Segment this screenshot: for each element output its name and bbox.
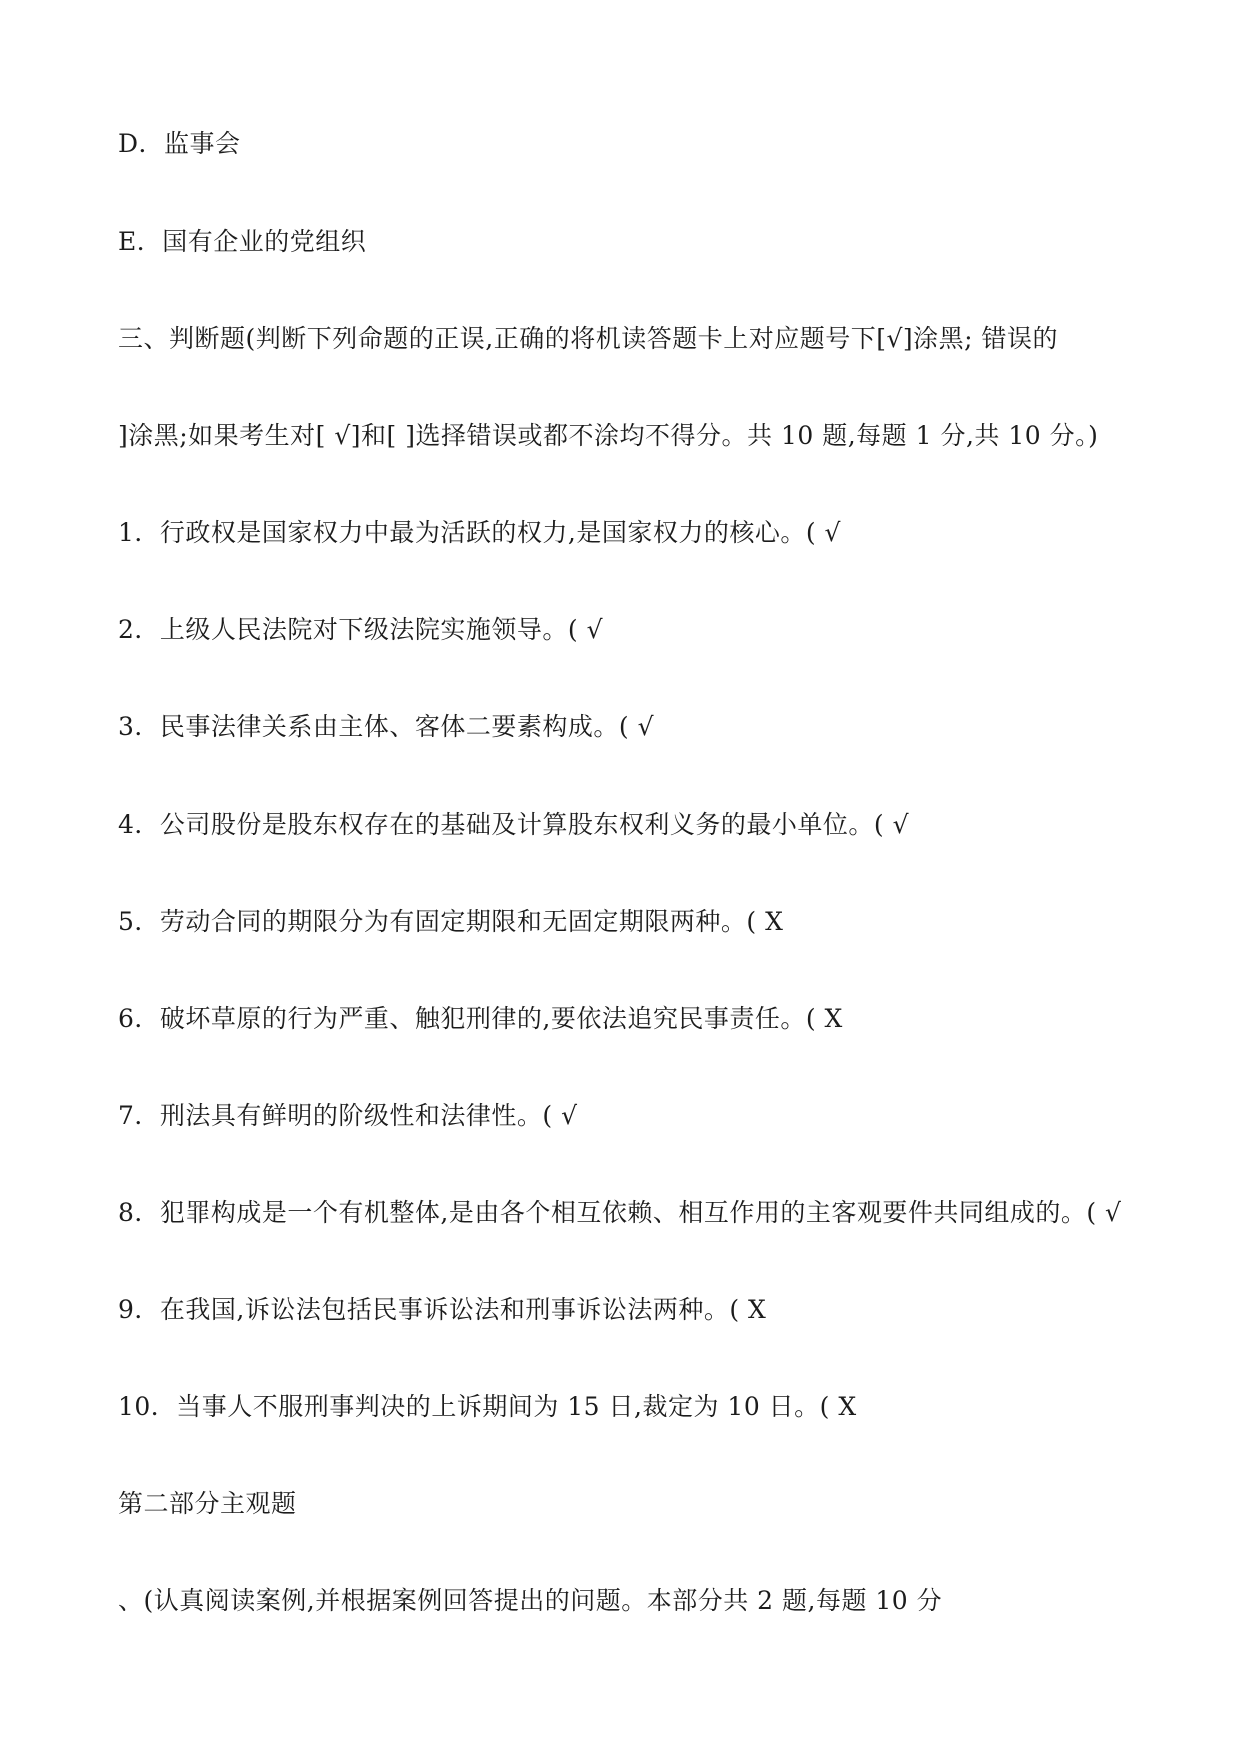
section-heading-line-1: 三、判断题(判断下列命题的正误,正确的将机读答题卡上对应题号下[√]涂黑; 错误的 (118, 324, 1059, 353)
part-two-instruction: 、(认真阅读案例,并根据案例回答提出的问题。本部分共 2 题,每题 10 分 (118, 1586, 943, 1615)
question-10: 10．当事人不服刑事判决的上诉期间为 15 日,裁定为 10 日。( X (118, 1392, 857, 1421)
question-9: 9．在我国,诉讼法包括民事诉讼法和刑事诉讼法两种。( X (118, 1295, 767, 1324)
question-3: 3．民事法律关系由主体、客体二要素构成。( √ (118, 712, 655, 741)
question-2: 2．上级人民法院对下级法院实施领导。( √ (118, 615, 604, 644)
question-4: 4．公司股份是股东权存在的基础及计算股东权利义务的最小单位。( √ (118, 810, 910, 839)
option-e: E．国有企业的党组织 (118, 227, 367, 256)
part-two-title: 第二部分主观题 (118, 1489, 297, 1518)
question-8: 8．犯罪构成是一个有机整体,是由各个相互依赖、相互作用的主客观要件共同组成的。( √ (118, 1198, 1122, 1227)
question-5: 5．劳动合同的期限分为有固定期限和无固定期限两种。( X (118, 907, 784, 936)
question-1: 1．行政权是国家权力中最为活跃的权力,是国家权力的核心。( √ (118, 518, 841, 547)
section-heading-line-2: ]涂黑;如果考生对[ √]和[ ]选择错误或都不涂均不得分。共 10 题,每题 1 分,共 10 分。) (118, 421, 1099, 450)
question-7: 7．刑法具有鲜明的阶级性和法律性。( √ (118, 1101, 578, 1130)
option-d: D．监事会 (118, 129, 241, 158)
question-6: 6．破坏草原的行为严重、触犯刑律的,要依法追究民事责任。( X (118, 1004, 843, 1033)
